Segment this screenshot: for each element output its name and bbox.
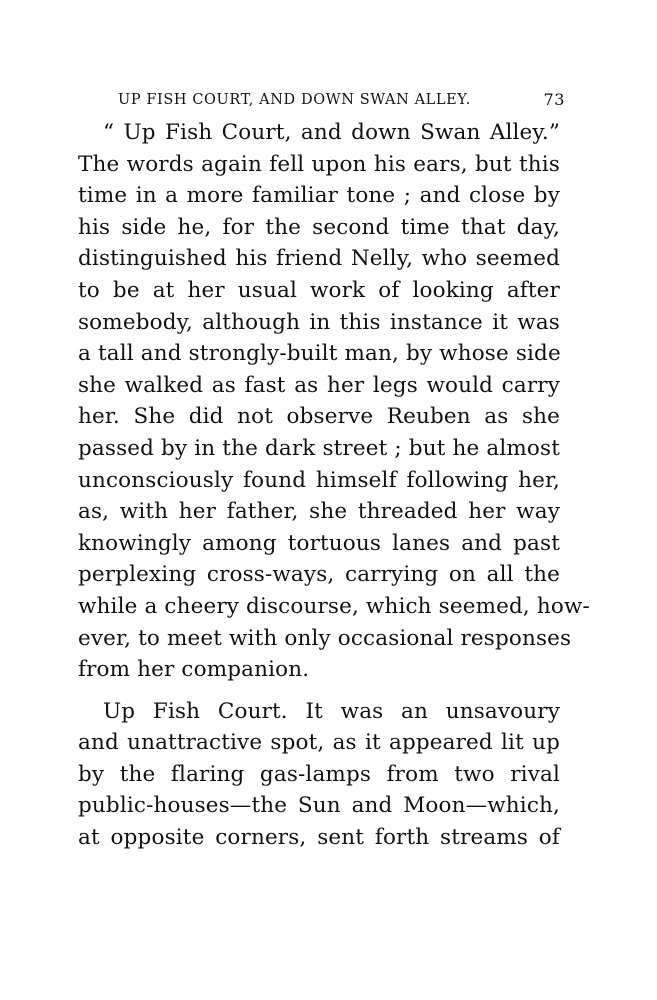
text-line: by the flaring gas-lamps from two rival <box>78 761 560 787</box>
text-line: as, with her father, she threaded her way <box>78 499 560 525</box>
paragraph-2 <box>78 696 560 854</box>
text-line: to be at her usual work of looking after <box>78 277 560 303</box>
text-line: distinguished his friend Nelly, who seemed <box>78 246 560 272</box>
text-line: a tall and strongly-built man, by whose side <box>78 341 561 367</box>
text-line: at opposite corners, sent forth streams of <box>78 825 560 851</box>
running-head <box>118 88 565 112</box>
text-line: unconsciously found himself following her, <box>78 467 560 493</box>
text-line: time in a more familiar tone ; and close by <box>78 183 560 209</box>
text-line: “ Up Fish Court, and down Swan Alley.” <box>103 120 560 145</box>
running-head-title: UP FISH COURT, AND DOWN SWAN ALLEY. <box>118 92 471 108</box>
text-line: his side he, for the second time that day, <box>78 214 560 240</box>
text-line: her. She did not observe Reuben as she <box>78 404 560 430</box>
page-number: 73 <box>543 90 565 109</box>
text-line: passed by in the dark street ; but he almost <box>78 435 560 461</box>
text-line: ever, to meet with only occasional responses <box>78 625 572 651</box>
paragraph-1 <box>78 117 590 686</box>
text-line: perplexing cross-ways, carrying on all the <box>78 562 560 588</box>
body-text <box>78 117 590 854</box>
text-line: while a cheery discourse, which seemed, how- <box>78 593 590 619</box>
text-line: and unattractive spot, as it appeared lit up <box>78 730 560 756</box>
paragraph-gap <box>78 686 560 696</box>
text-line: Up Fish Court. It was an unsavoury <box>103 698 560 724</box>
text-line: The words again fell upon his ears, but this <box>78 151 560 177</box>
text-line: she walked as fast as her legs would carry <box>78 372 560 398</box>
text-line: knowingly among tortuous lanes and past <box>78 530 560 556</box>
text-line: from her companion. <box>78 657 310 683</box>
text-line: public-houses—the Sun and Moon—which, <box>78 793 560 819</box>
text-line: somebody, although in this instance it was <box>78 309 560 335</box>
